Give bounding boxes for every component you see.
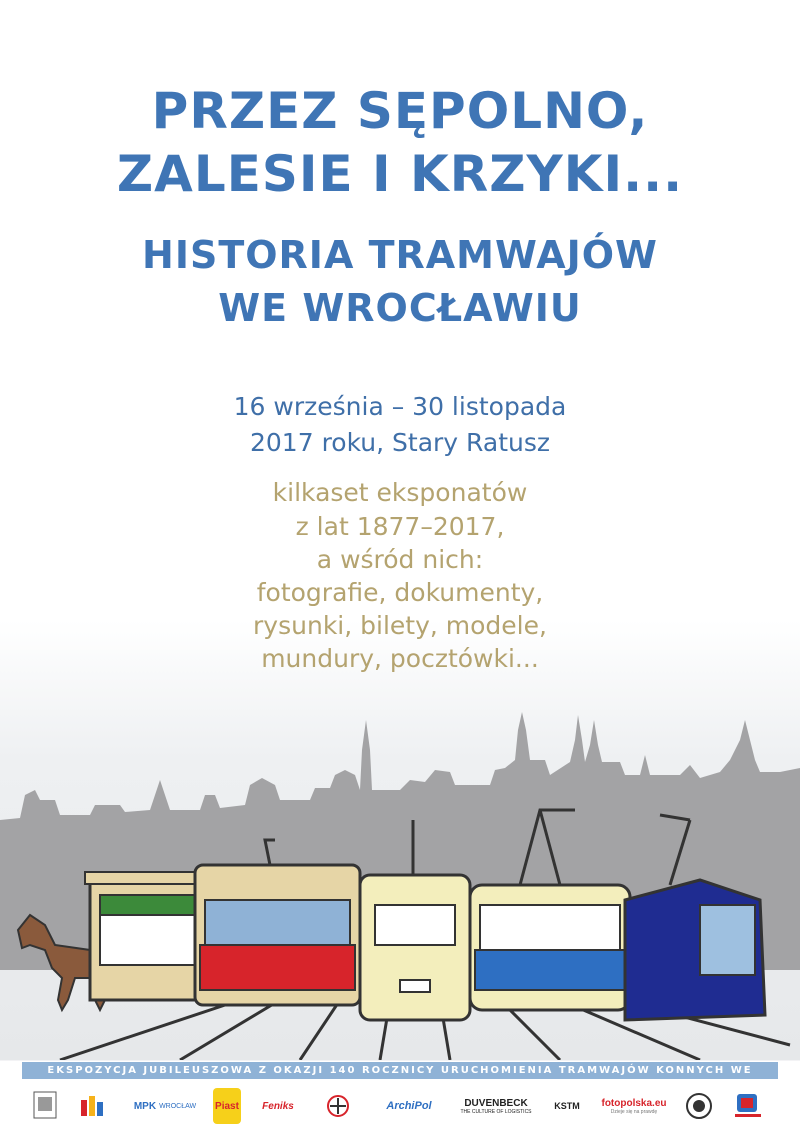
mpk-name: MPK — [133, 1100, 157, 1112]
title-line-1: PRZEZ SĘPOLNO, — [151, 82, 649, 140]
title-line-2: ZALESIE I KRZYKI... — [116, 145, 684, 203]
fotopolska-name: fotopolska.eu — [601, 1097, 667, 1109]
event-dates: 16 września – 30 listopada — [233, 392, 567, 421]
wroclaw-logo — [78, 1088, 108, 1124]
exhibit-line: kilkaset eksponatów — [272, 478, 528, 507]
kstm-name: KSTM — [554, 1101, 580, 1111]
exhibit-line: z lat 1877–2017, — [295, 512, 505, 541]
duvenbeck-logo — [458, 1088, 534, 1124]
exhibit-line: mundury, pocztówki... — [261, 644, 539, 673]
fotopolska-tagline: Dzieje się na prawdę — [610, 1108, 658, 1115]
city-crest-logo — [30, 1088, 60, 1124]
duvenbeck-tagline: THE CULTURE OF LOGISTICS — [460, 1108, 532, 1115]
museum-logo — [312, 1088, 364, 1124]
archipol-name: ArchiPol — [386, 1100, 432, 1112]
event-place: 2017 roku, Stary Ratusz — [250, 428, 550, 457]
fotopolska-logo — [598, 1088, 670, 1124]
piast-logo — [213, 1088, 241, 1124]
feniks-logo — [258, 1088, 298, 1124]
exhibit-line: rysunki, bilety, modele, — [253, 611, 547, 640]
university-seal-logo — [684, 1088, 714, 1124]
mpk-subtitle: WROCŁAW — [159, 1102, 197, 1110]
duvenbeck-name: DUVENBECK — [464, 1097, 528, 1109]
tram-red — [195, 840, 360, 1005]
piast-name: Piast — [215, 1100, 239, 1112]
subtitle-line-1: HISTORIA TRAMWAJÓW — [142, 233, 658, 277]
subtitle-line-2: WE WROCŁAWIU — [218, 286, 582, 330]
exhibit-line: fotografie, dokumenty, — [256, 578, 544, 607]
tram-illustration — [0, 700, 800, 1060]
feniks-name: Feniks — [262, 1100, 294, 1112]
mpk-logo — [125, 1088, 205, 1124]
volunteer-logo — [730, 1088, 766, 1124]
kstm-logo — [550, 1088, 584, 1124]
sponsor-logos — [0, 1084, 800, 1134]
archipol-logo — [378, 1088, 440, 1124]
exhibit-line: a wśród nich: — [316, 545, 484, 574]
jubilee-banner: EKSPOZYCJA JUBILEUSZOWA Z OKAZJI 140 ROCZNICY URUCHOMIENIA TRAMWAJÓW KONNYCH WE WROCŁAWIU — [22, 1062, 778, 1079]
